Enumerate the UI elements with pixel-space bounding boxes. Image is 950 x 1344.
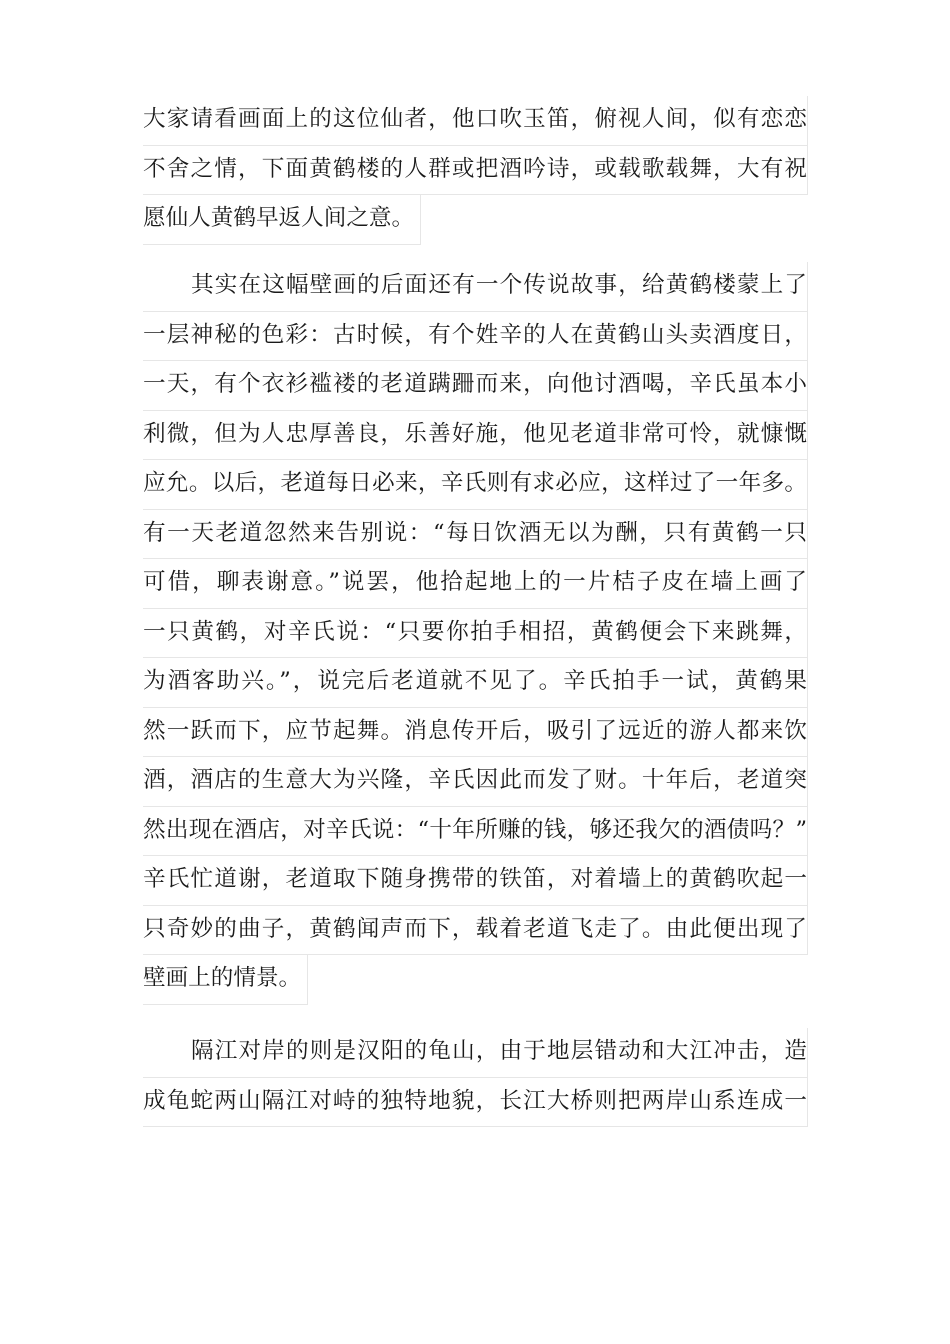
text-line: 大家请看画面上的这位仙者，他口吹玉笛，俯视人间，似有恋恋 <box>143 96 808 146</box>
text-line: 一只黄鹤，对辛氏说：“只要你拍手相招，黄鹤便会下来跳舞， <box>143 609 808 659</box>
text-line: 应允。以后，老道每日必来，辛氏则有求必应，这样过了一年多。 <box>143 460 808 510</box>
text-line: 然一跃而下，应节起舞。消息传开后，吸引了远近的游人都来饮 <box>143 708 808 758</box>
text-line: 然出现在酒店，对辛氏说：“十年所赚的钱，够还我欠的酒债吗？” <box>143 807 808 857</box>
text-line: 为酒客助兴。”，说完后老道就不见了。辛氏拍手一试，黄鹤果 <box>143 658 808 708</box>
paragraph-1 <box>143 96 808 250</box>
text-line: 一天，有个衣衫褴褛的老道蹒跚而来，向他讨酒喝，辛氏虽本小 <box>143 361 808 411</box>
text-line: 只奇妙的曲子，黄鹤闻声而下，载着老道飞走了。由此便出现了 <box>143 906 808 956</box>
text-line: 可借，聊表谢意。”说罢，他拾起地上的一片桔子皮在墙上画了 <box>143 559 808 609</box>
paragraph-2 <box>143 262 808 1010</box>
text-line: 壁画上的情景。 <box>143 955 308 1005</box>
text-line: 辛氏忙道谢，老道取下随身携带的铁笛，对着墙上的黄鹤吹起一 <box>143 856 808 906</box>
paragraph-3 <box>143 1028 808 1127</box>
text-line: 酒，酒店的生意大为兴隆，辛氏因此而发了财。十年后，老道突 <box>143 757 808 807</box>
text-line: 其实在这幅壁画的后面还有一个传说故事，给黄鹤楼蒙上了 <box>143 262 808 312</box>
text-line: 利微，但为人忠厚善良，乐善好施，他见老道非常可怜，就慷慨 <box>143 411 808 461</box>
text-line: 愿仙人黄鹤早返人间之意。 <box>143 195 421 245</box>
text-line: 一层神秘的色彩：古时候，有个姓辛的人在黄鹤山头卖酒度日， <box>143 312 808 362</box>
text-line: 成龟蛇两山隔江对峙的独特地貌，长江大桥则把两岸山系连成一 <box>143 1078 808 1128</box>
text-line: 不舍之情，下面黄鹤楼的人群或把酒吟诗，或载歌载舞，大有祝 <box>143 146 808 196</box>
text-line: 隔江对岸的则是汉阳的龟山，由于地层错动和大江冲击，造 <box>143 1028 808 1078</box>
text-line: 有一天老道忽然来告别说：“每日饮酒无以为酬，只有黄鹤一只 <box>143 510 808 560</box>
